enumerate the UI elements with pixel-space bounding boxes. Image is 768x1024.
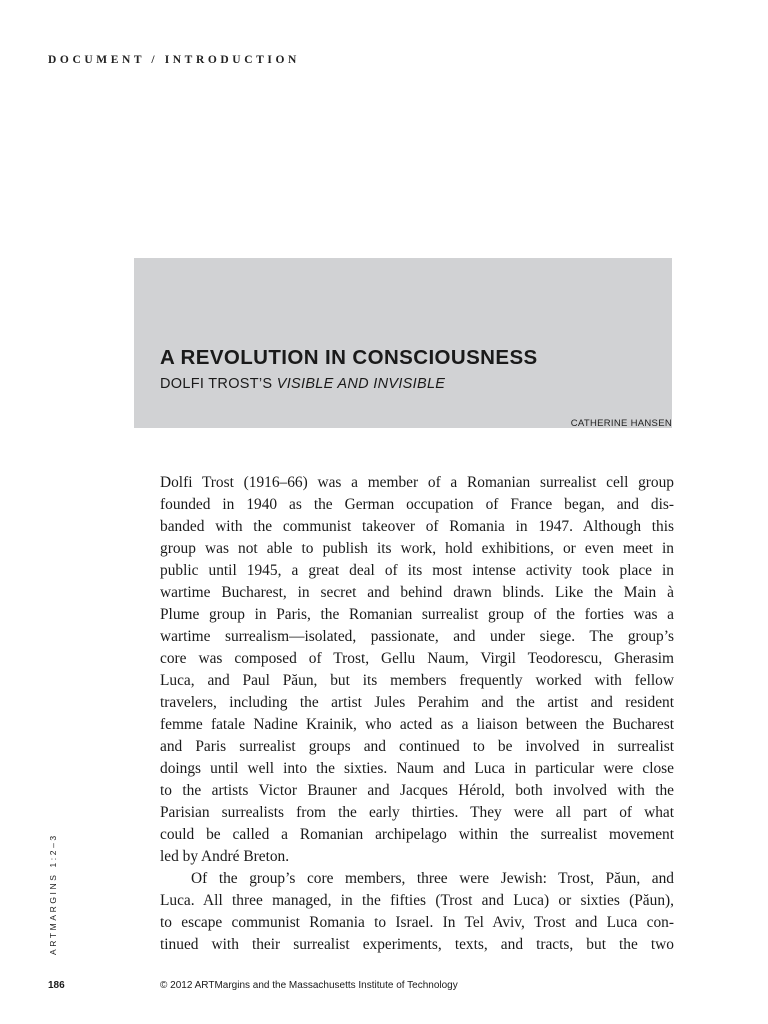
body-line: and Paris surrealist groups and continued to be involved in surrealist (160, 738, 674, 755)
body-line: to escape communist Romania to Israel. In Tel Aviv, Trost and Luca con- (160, 914, 674, 931)
body-text (160, 472, 674, 956)
body-line: led by André Breton. (160, 848, 290, 865)
body-line: public until 1945, a great deal of its most intense activity took place in (160, 562, 674, 579)
copyright-notice: © 2012 ARTMargins and the Massachusetts Institute of Technology (160, 980, 458, 991)
body-line: Of the group’s core members, three were Jewish: Trost, Păun, and (191, 870, 674, 887)
journal-side-label: ARTMARGINS 1:2–3 (48, 833, 58, 955)
body-line: Luca, and Paul Păun, but its members frequently worked with fellow (160, 672, 674, 689)
page-number: 186 (48, 980, 65, 991)
body-line: wartime Bucharest, in secret and behind drawn blinds. Like the Main à (160, 584, 674, 601)
body-line: group was not able to publish its work, hold exhibitions, or even meet in (160, 540, 674, 557)
body-line: core was composed of Trost, Gellu Naum, Virgil Teodorescu, Gherasim (160, 650, 674, 667)
body-line: Plume group in Paris, the Romanian surrealist group of the forties was a (160, 606, 674, 623)
body-line: femme fatale Nadine Krainik, who acted as a liaison between the Bucharest (160, 716, 674, 733)
article-title: A REVOLUTION IN CONSCIOUSNESS (160, 346, 538, 369)
article-subtitle (160, 376, 445, 392)
body-line: could be called a Romanian archipelago within the surrealist movement (160, 826, 674, 843)
body-line: founded in 1940 as the German occupation of France began, and dis- (160, 496, 674, 513)
subtitle-text: DOLFI TROST’S (160, 376, 277, 392)
body-line: Luca. All three managed, in the fifties (Trost and Luca) or sixties (Păun), (160, 892, 674, 909)
body-line: doings until well into the sixties. Naum and Luca in particular were close (160, 760, 674, 777)
body-line: Dolfi Trost (1916–66) was a member of a Romanian surrealist cell group (160, 474, 674, 491)
body-line: banded with the communist takeover of Romania in 1947. Although this (160, 518, 674, 535)
body-line: travelers, including the artist Jules Perahim and the artist and resident (160, 694, 674, 711)
author-name: CATHERINE HANSEN (570, 418, 672, 429)
body-line: Parisian surrealists from the early thirties. They were all part of what (160, 804, 674, 821)
body-line: wartime surrealism—isolated, passionate, and under siege. The group’s (160, 628, 674, 645)
body-line: tinued with their surrealist experiments, texts, and tracts, but the two (160, 936, 674, 953)
title-block (134, 258, 672, 428)
subtitle-italic-text: VISIBLE AND INVISIBLE (276, 376, 446, 392)
body-line: to the artists Victor Brauner and Jacques Hérold, both involved with the (160, 782, 674, 799)
section-label: DOCUMENT / INTRODUCTION (48, 54, 300, 66)
